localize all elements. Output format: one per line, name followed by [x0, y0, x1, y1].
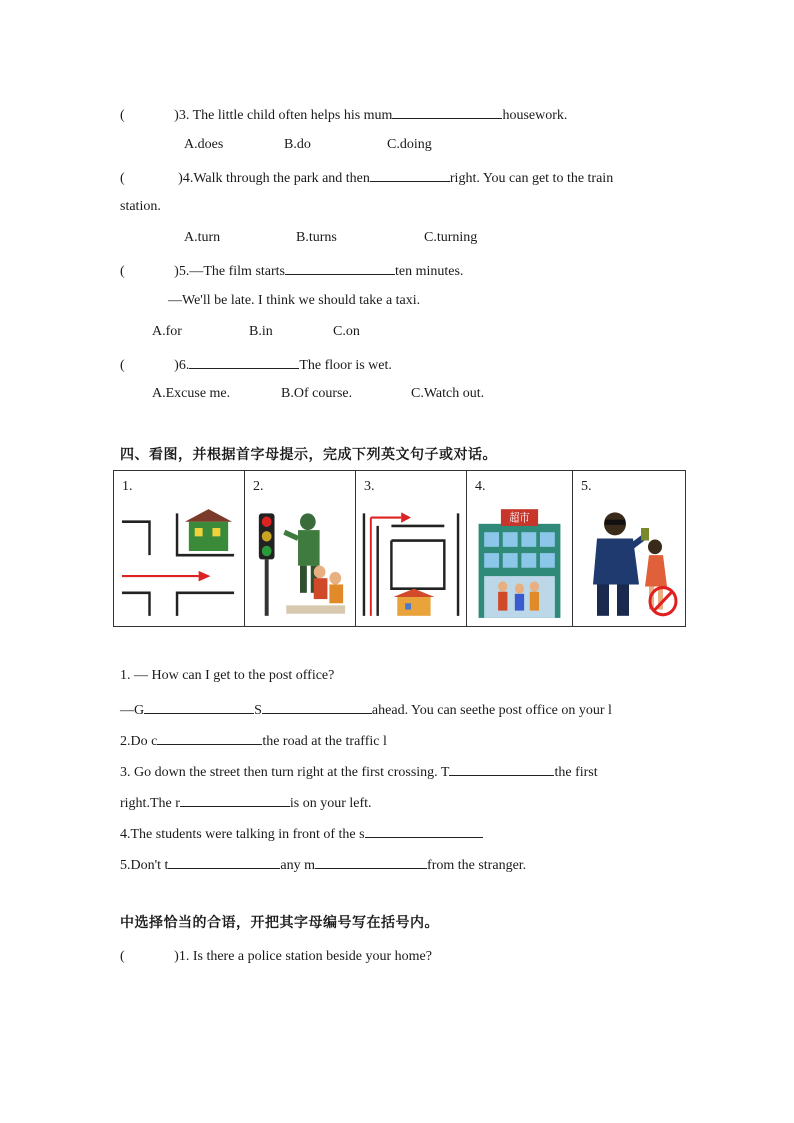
- answer-blank[interactable]: [285, 260, 395, 275]
- sentence-text: any m: [280, 858, 316, 873]
- answer-blank[interactable]: [168, 854, 280, 869]
- question-number: )4.: [178, 171, 194, 186]
- sentence-text: the first: [554, 765, 598, 780]
- sentence-text: is on your left.: [289, 796, 372, 811]
- s4-q2: [120, 730, 387, 751]
- picture-cell-3: [356, 471, 467, 627]
- picture-cell-5: [573, 471, 686, 627]
- picture-table: [113, 470, 686, 627]
- options-4: [184, 229, 477, 247]
- option-a: A.for: [152, 324, 182, 339]
- option-c: C.Watch out.: [411, 386, 485, 401]
- s4-q4: [120, 823, 483, 844]
- supermarket-sign: 超市: [509, 511, 530, 525]
- s4-q1a: 1. — How can I get to the post office?: [120, 668, 335, 683]
- options-3: [184, 136, 432, 154]
- sentence-text: 3. Go down the street then turn right at the first crossing. T: [120, 765, 450, 780]
- hint-letter: S: [254, 703, 262, 718]
- answer-paren-open: (: [120, 171, 125, 186]
- stranger-danger-icon: [579, 505, 679, 620]
- answer-blank[interactable]: [365, 823, 483, 838]
- traffic-light-crossing-icon: [251, 505, 349, 620]
- option-a: A.Excuse me.: [152, 386, 231, 401]
- answer-blank[interactable]: [180, 792, 290, 807]
- option-b: B.do: [284, 137, 311, 152]
- answer-blank[interactable]: [262, 699, 372, 714]
- cell-number: 4.: [475, 479, 486, 494]
- options-6: [152, 385, 484, 403]
- question-text: )1. Is there a police station beside your home?: [174, 949, 432, 964]
- question-stem: Walk through the park and then: [193, 171, 370, 186]
- question-stem: The little child often helps his mum: [192, 108, 393, 123]
- sentence-text: from the stranger.: [427, 858, 527, 873]
- map-straight-icon: [120, 505, 238, 620]
- options-5: [152, 323, 360, 341]
- cell-number: 2.: [253, 479, 264, 494]
- picture-cell-1: [114, 471, 245, 627]
- sentence-text: ahead. You can seethe post office on your l: [371, 703, 612, 718]
- cell-number: 3.: [364, 479, 375, 494]
- question-stem: —The film starts: [189, 264, 285, 279]
- s4-q3: [120, 761, 598, 782]
- answer-blank[interactable]: [157, 730, 262, 745]
- answer-paren-open: (: [120, 358, 125, 373]
- cell-number: 1.: [122, 479, 133, 494]
- question-4-continuation: station.: [120, 199, 161, 214]
- section-5-heading: 中选择恰当的合语，开把其字母编号写在括号内。: [120, 915, 439, 931]
- option-b: B.turns: [296, 230, 337, 245]
- s4-q3b: [120, 792, 372, 813]
- question-stem-end: The floor is wet.: [299, 358, 392, 373]
- answer-blank[interactable]: [449, 761, 554, 776]
- option-b: B.Of course.: [281, 386, 353, 401]
- answer-paren-open: (: [120, 949, 125, 964]
- option-c: C.doing: [387, 137, 432, 152]
- sentence-text: the road at the traffic l: [262, 734, 387, 749]
- s4-q1b: [120, 699, 612, 720]
- question-5-reply: —We'll be late. I think we should take a taxi.: [168, 293, 421, 308]
- hint-letter: —G: [120, 703, 145, 718]
- sentence-text: 4.The students were talking in front of the s: [120, 827, 365, 842]
- picture-cell-2: [245, 471, 356, 627]
- option-c: C.turning: [424, 230, 478, 245]
- s4-q5: [120, 854, 526, 875]
- map-turn-right-icon: [362, 505, 460, 620]
- answer-blank[interactable]: [370, 167, 450, 182]
- s5-question-1: [120, 948, 432, 966]
- question-5: [120, 260, 463, 281]
- option-c: C.on: [333, 324, 360, 339]
- option-a: A.turn: [184, 230, 221, 245]
- cell-number: 5.: [581, 479, 592, 494]
- supermarket-building-icon: [473, 505, 566, 620]
- answer-blank[interactable]: [315, 854, 427, 869]
- answer-paren-open: (: [120, 108, 125, 123]
- question-number: )6.: [174, 358, 190, 373]
- question-3: [120, 104, 567, 125]
- question-stem-end: ten minutes.: [395, 264, 464, 279]
- sentence-text: 5.Don't t: [120, 858, 169, 873]
- option-a: A.does: [184, 137, 224, 152]
- answer-blank[interactable]: [392, 104, 502, 119]
- answer-blank[interactable]: [189, 354, 299, 369]
- sentence-text: 2.Do c: [120, 734, 158, 749]
- question-6: [120, 354, 392, 375]
- option-b: B.in: [249, 324, 273, 339]
- sentence-text: right.The r: [120, 796, 180, 811]
- question-stem-end: housework.: [502, 108, 568, 123]
- picture-cell-4: [467, 471, 573, 627]
- question-4: [120, 167, 613, 188]
- question-number: )5.: [174, 264, 190, 279]
- question-stem-end: right. You can get to the train: [449, 171, 614, 186]
- answer-blank[interactable]: [144, 699, 254, 714]
- section-4-heading: 四、看图，并根据首字母提示，完成下列英文句子或对话。: [120, 447, 497, 463]
- answer-paren-open: (: [120, 264, 125, 279]
- question-number: )3.: [174, 108, 190, 123]
